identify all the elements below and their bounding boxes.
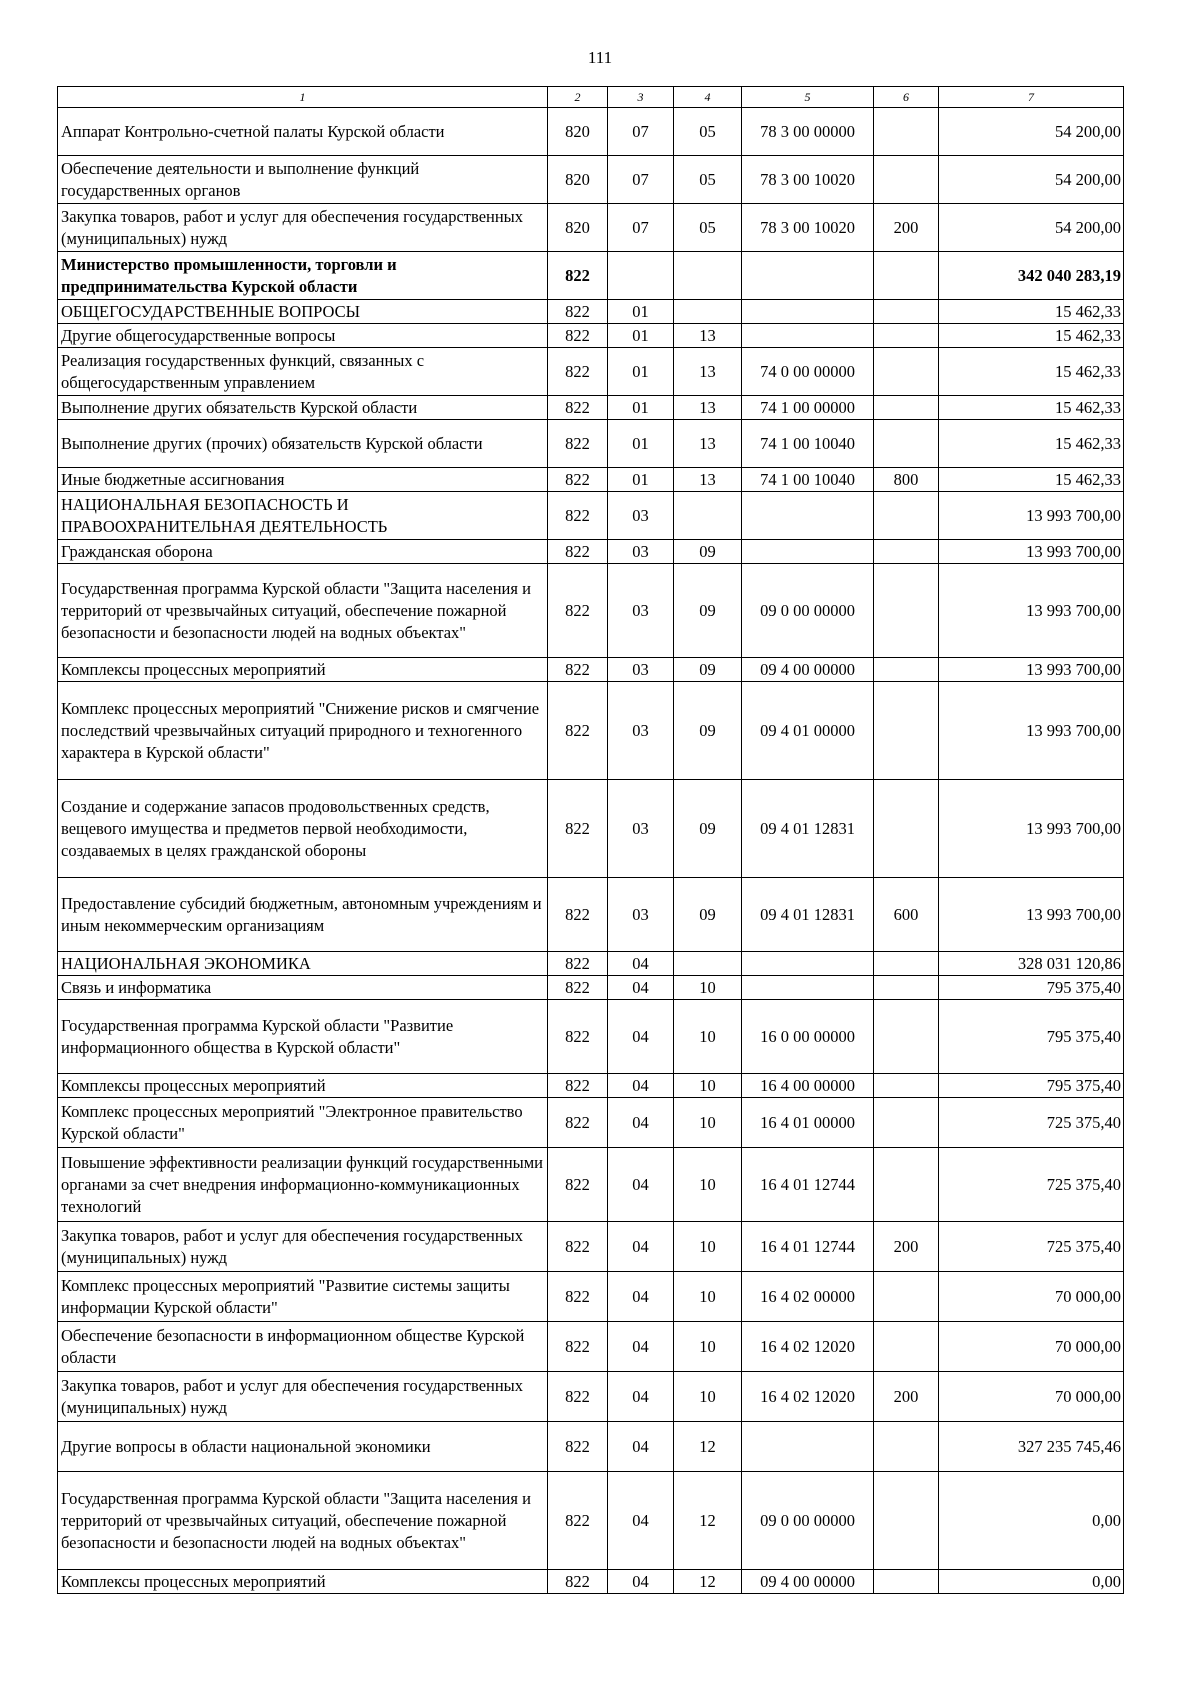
expense-type-cell <box>874 1098 939 1148</box>
expense-type-cell <box>874 564 939 658</box>
amount-cell: 795 375,40 <box>939 1074 1124 1098</box>
row-name-cell: Закупка товаров, работ и услуг для обеспечения государственных (муниципальных) нужд <box>58 1222 548 1272</box>
target-article-cell: 74 1 00 10040 <box>742 420 874 468</box>
row-name-cell: Выполнение других обязательств Курской области <box>58 396 548 420</box>
amount-cell: 328 031 120,86 <box>939 952 1124 976</box>
amount-cell: 15 462,33 <box>939 420 1124 468</box>
section-code-cell: 03 <box>608 658 674 682</box>
ved-code-cell: 820 <box>548 204 608 252</box>
section-code-cell: 03 <box>608 540 674 564</box>
ved-code-cell: 822 <box>548 1372 608 1422</box>
ved-code-cell: 822 <box>548 1000 608 1074</box>
subsection-code-cell: 05 <box>674 204 742 252</box>
target-article-cell <box>742 252 874 300</box>
header-cell: 7 <box>939 87 1124 108</box>
section-code-cell: 01 <box>608 468 674 492</box>
section-code-cell: 01 <box>608 324 674 348</box>
table-row <box>58 492 1124 540</box>
section-code-cell: 03 <box>608 878 674 952</box>
row-name-cell: Государственная программа Курской области "Развитие информационного общества в Курской области" <box>58 1000 548 1074</box>
row-name-cell: Комплексы процессных мероприятий <box>58 1570 548 1594</box>
header-cell: 3 <box>608 87 674 108</box>
target-article-cell <box>742 1422 874 1472</box>
target-article-cell: 16 4 01 00000 <box>742 1098 874 1148</box>
table-row <box>58 1148 1124 1222</box>
table-row <box>58 468 1124 492</box>
table-row <box>58 1472 1124 1570</box>
section-code-cell: 04 <box>608 952 674 976</box>
subsection-code-cell: 10 <box>674 1000 742 1074</box>
table-row <box>58 564 1124 658</box>
table-row <box>58 540 1124 564</box>
subsection-code-cell: 10 <box>674 1322 742 1372</box>
target-article-cell: 16 4 02 12020 <box>742 1322 874 1372</box>
ved-code-cell: 822 <box>548 878 608 952</box>
amount-cell: 0,00 <box>939 1570 1124 1594</box>
amount-cell: 795 375,40 <box>939 976 1124 1000</box>
expense-type-cell <box>874 1074 939 1098</box>
expense-type-cell <box>874 324 939 348</box>
table-row <box>58 1074 1124 1098</box>
table-row <box>58 1098 1124 1148</box>
ved-code-cell: 822 <box>548 1148 608 1222</box>
table-row <box>58 1000 1124 1074</box>
subsection-code-cell <box>674 300 742 324</box>
amount-cell: 725 375,40 <box>939 1148 1124 1222</box>
expense-type-cell <box>874 252 939 300</box>
ved-code-cell: 822 <box>548 492 608 540</box>
target-article-cell: 78 3 00 00000 <box>742 108 874 156</box>
subsection-code-cell: 10 <box>674 1372 742 1422</box>
row-name-cell: Закупка товаров, работ и услуг для обеспечения государственных (муниципальных) нужд <box>58 204 548 252</box>
budget-table <box>57 86 1124 1594</box>
table-row <box>58 300 1124 324</box>
table-row <box>58 252 1124 300</box>
expense-type-cell <box>874 682 939 780</box>
ved-code-cell: 822 <box>548 952 608 976</box>
target-article-cell: 16 4 00 00000 <box>742 1074 874 1098</box>
header-cell: 5 <box>742 87 874 108</box>
ved-code-cell: 822 <box>548 300 608 324</box>
subsection-code-cell: 09 <box>674 564 742 658</box>
ved-code-cell: 822 <box>548 348 608 396</box>
section-code-cell: 01 <box>608 348 674 396</box>
subsection-code-cell: 09 <box>674 682 742 780</box>
subsection-code-cell: 10 <box>674 1074 742 1098</box>
expense-type-cell: 600 <box>874 878 939 952</box>
subsection-code-cell: 13 <box>674 348 742 396</box>
row-name-cell: Выполнение других (прочих) обязательств Курской области <box>58 420 548 468</box>
amount-cell: 70 000,00 <box>939 1372 1124 1422</box>
ved-code-cell: 822 <box>548 1472 608 1570</box>
section-code-cell: 04 <box>608 1098 674 1148</box>
section-code-cell: 01 <box>608 396 674 420</box>
table-row <box>58 952 1124 976</box>
row-name-cell: Министерство промышленности, торговли и предпринимательства Курской области <box>58 252 548 300</box>
ved-code-cell: 822 <box>548 1570 608 1594</box>
target-article-cell: 78 3 00 10020 <box>742 156 874 204</box>
table-row <box>58 1570 1124 1594</box>
subsection-code-cell: 09 <box>674 658 742 682</box>
amount-cell: 13 993 700,00 <box>939 492 1124 540</box>
expense-type-cell <box>874 492 939 540</box>
row-name-cell: Предоставление субсидий бюджетным, автономным учреждениям и иным некоммерческим организациям <box>58 878 548 952</box>
amount-cell: 0,00 <box>939 1472 1124 1570</box>
section-code-cell: 04 <box>608 1272 674 1322</box>
amount-cell: 54 200,00 <box>939 156 1124 204</box>
amount-cell: 725 375,40 <box>939 1222 1124 1272</box>
table-row <box>58 324 1124 348</box>
target-article-cell: 74 1 00 10040 <box>742 468 874 492</box>
expense-type-cell <box>874 348 939 396</box>
row-name-cell: Государственная программа Курской области "Защита населения и территорий от чрезвычайных ситуаций, обеспечение пожарной безопасности и безопасности людей на водных объектах" <box>58 564 548 658</box>
ved-code-cell: 822 <box>548 324 608 348</box>
amount-cell: 15 462,33 <box>939 468 1124 492</box>
subsection-code-cell: 05 <box>674 108 742 156</box>
section-code-cell: 07 <box>608 156 674 204</box>
row-name-cell: Комплекс процессных мероприятий "Снижение рисков и смягчение последствий чрезвычайных ситуаций природного и техногенного характера в Курской области" <box>58 682 548 780</box>
row-name-cell: Аппарат Контрольно-счетной палаты Курской области <box>58 108 548 156</box>
section-code-cell: 04 <box>608 1422 674 1472</box>
section-code-cell: 04 <box>608 976 674 1000</box>
subsection-code-cell: 13 <box>674 420 742 468</box>
expense-type-cell <box>874 396 939 420</box>
ved-code-cell: 820 <box>548 108 608 156</box>
table-row <box>58 878 1124 952</box>
table-row <box>58 204 1124 252</box>
target-article-cell: 09 4 01 00000 <box>742 682 874 780</box>
table-row <box>58 976 1124 1000</box>
target-article-cell <box>742 324 874 348</box>
ved-code-cell: 822 <box>548 682 608 780</box>
target-article-cell: 16 4 02 12020 <box>742 1372 874 1422</box>
row-name-cell: Реализация государственных функций, связанных с общегосударственным управлением <box>58 348 548 396</box>
subsection-code-cell: 09 <box>674 540 742 564</box>
section-code-cell: 04 <box>608 1222 674 1272</box>
amount-cell: 342 040 283,19 <box>939 252 1124 300</box>
target-article-cell <box>742 492 874 540</box>
row-name-cell: Создание и содержание запасов продовольственных средств, вещевого имущества и предметов первой необходимости, создаваемых в целях гражданской обороны <box>58 780 548 878</box>
table-row <box>58 1422 1124 1472</box>
expense-type-cell <box>874 420 939 468</box>
subsection-code-cell: 09 <box>674 878 742 952</box>
expense-type-cell <box>874 976 939 1000</box>
target-article-cell: 09 0 00 00000 <box>742 1472 874 1570</box>
expense-type-cell <box>874 300 939 324</box>
section-code-cell: 04 <box>608 1148 674 1222</box>
table-row <box>58 1322 1124 1372</box>
table-row <box>58 396 1124 420</box>
amount-cell: 15 462,33 <box>939 396 1124 420</box>
section-code-cell: 03 <box>608 492 674 540</box>
row-name-cell: Комплексы процессных мероприятий <box>58 658 548 682</box>
row-name-cell: Комплексы процессных мероприятий <box>58 1074 548 1098</box>
table-row <box>58 156 1124 204</box>
section-code-cell: 04 <box>608 1000 674 1074</box>
target-article-cell: 16 0 00 00000 <box>742 1000 874 1074</box>
row-name-cell: Обеспечение деятельности и выполнение функций государственных органов <box>58 156 548 204</box>
section-code-cell: 03 <box>608 780 674 878</box>
expense-type-cell <box>874 658 939 682</box>
subsection-code-cell: 13 <box>674 396 742 420</box>
header-cell: 6 <box>874 87 939 108</box>
target-article-cell <box>742 300 874 324</box>
row-name-cell: Гражданская оборона <box>58 540 548 564</box>
row-name-cell: Другие общегосударственные вопросы <box>58 324 548 348</box>
ved-code-cell: 822 <box>548 468 608 492</box>
target-article-cell: 09 0 00 00000 <box>742 564 874 658</box>
expense-type-cell <box>874 108 939 156</box>
target-article-cell: 16 4 02 00000 <box>742 1272 874 1322</box>
section-code-cell: 01 <box>608 300 674 324</box>
subsection-code-cell: 12 <box>674 1472 742 1570</box>
amount-cell: 15 462,33 <box>939 348 1124 396</box>
target-article-cell <box>742 952 874 976</box>
row-name-cell: Обеспечение безопасности в информационном обществе Курской области <box>58 1322 548 1372</box>
header-cell: 2 <box>548 87 608 108</box>
expense-type-cell: 200 <box>874 1372 939 1422</box>
target-article-cell: 74 1 00 00000 <box>742 396 874 420</box>
ved-code-cell: 822 <box>548 540 608 564</box>
target-article-cell: 09 4 00 00000 <box>742 658 874 682</box>
subsection-code-cell <box>674 492 742 540</box>
target-article-cell <box>742 540 874 564</box>
expense-type-cell <box>874 1322 939 1372</box>
subsection-code-cell: 10 <box>674 1272 742 1322</box>
subsection-code-cell: 09 <box>674 780 742 878</box>
section-code-cell <box>608 252 674 300</box>
subsection-code-cell: 12 <box>674 1570 742 1594</box>
ved-code-cell: 822 <box>548 564 608 658</box>
page-number: 111 <box>587 48 613 67</box>
row-name-cell: НАЦИОНАЛЬНАЯ ЭКОНОМИКА <box>58 952 548 976</box>
target-article-cell: 78 3 00 10020 <box>742 204 874 252</box>
table-row <box>58 348 1124 396</box>
section-code-cell: 04 <box>608 1570 674 1594</box>
expense-type-cell <box>874 1422 939 1472</box>
ved-code-cell: 822 <box>548 1272 608 1322</box>
table-row <box>58 682 1124 780</box>
row-name-cell: ОБЩЕГОСУДАРСТВЕННЫЕ ВОПРОСЫ <box>58 300 548 324</box>
table-row <box>58 1372 1124 1422</box>
row-name-cell: Иные бюджетные ассигнования <box>58 468 548 492</box>
subsection-code-cell: 13 <box>674 468 742 492</box>
target-article-cell: 16 4 01 12744 <box>742 1222 874 1272</box>
expense-type-cell: 200 <box>874 1222 939 1272</box>
expense-type-cell <box>874 156 939 204</box>
subsection-code-cell <box>674 252 742 300</box>
ved-code-cell: 820 <box>548 156 608 204</box>
ved-code-cell: 822 <box>548 420 608 468</box>
expense-type-cell <box>874 1472 939 1570</box>
subsection-code-cell <box>674 952 742 976</box>
target-article-cell: 09 4 01 12831 <box>742 780 874 878</box>
amount-cell: 13 993 700,00 <box>939 682 1124 780</box>
amount-cell: 795 375,40 <box>939 1000 1124 1074</box>
target-article-cell: 16 4 01 12744 <box>742 1148 874 1222</box>
amount-cell: 54 200,00 <box>939 204 1124 252</box>
section-code-cell: 07 <box>608 108 674 156</box>
subsection-code-cell: 12 <box>674 1422 742 1472</box>
subsection-code-cell: 10 <box>674 1222 742 1272</box>
table-row <box>58 108 1124 156</box>
amount-cell: 13 993 700,00 <box>939 540 1124 564</box>
row-name-cell: Другие вопросы в области национальной экономики <box>58 1422 548 1472</box>
row-name-cell: Комплекс процессных мероприятий "Развитие системы защиты информации Курской области" <box>58 1272 548 1322</box>
table-row <box>58 420 1124 468</box>
ved-code-cell: 822 <box>548 1074 608 1098</box>
row-name-cell: Связь и информатика <box>58 976 548 1000</box>
expense-type-cell <box>874 1272 939 1322</box>
target-article-cell: 09 4 00 00000 <box>742 1570 874 1594</box>
row-name-cell: Повышение эффективности реализации функций государственными органами за счет внедрения информационно-коммуникационных технологий <box>58 1148 548 1222</box>
section-code-cell: 04 <box>608 1074 674 1098</box>
amount-cell: 13 993 700,00 <box>939 878 1124 952</box>
table-row <box>58 658 1124 682</box>
section-code-cell: 04 <box>608 1322 674 1372</box>
ved-code-cell: 822 <box>548 252 608 300</box>
target-article-cell: 74 0 00 00000 <box>742 348 874 396</box>
subsection-code-cell: 10 <box>674 976 742 1000</box>
header-row <box>58 87 1124 108</box>
ved-code-cell: 822 <box>548 1222 608 1272</box>
expense-type-cell <box>874 780 939 878</box>
expense-type-cell: 800 <box>874 468 939 492</box>
section-code-cell: 04 <box>608 1472 674 1570</box>
target-article-cell: 09 4 01 12831 <box>742 878 874 952</box>
section-code-cell: 03 <box>608 564 674 658</box>
expense-type-cell <box>874 1570 939 1594</box>
subsection-code-cell: 13 <box>674 324 742 348</box>
row-name-cell: Комплекс процессных мероприятий "Электронное правительство Курской области" <box>58 1098 548 1148</box>
amount-cell: 70 000,00 <box>939 1322 1124 1372</box>
ved-code-cell: 822 <box>548 780 608 878</box>
section-code-cell: 04 <box>608 1372 674 1422</box>
subsection-code-cell: 10 <box>674 1098 742 1148</box>
amount-cell: 13 993 700,00 <box>939 780 1124 878</box>
amount-cell: 15 462,33 <box>939 300 1124 324</box>
section-code-cell: 03 <box>608 682 674 780</box>
amount-cell: 13 993 700,00 <box>939 564 1124 658</box>
ved-code-cell: 822 <box>548 1098 608 1148</box>
expense-type-cell <box>874 540 939 564</box>
ved-code-cell: 822 <box>548 976 608 1000</box>
amount-cell: 725 375,40 <box>939 1098 1124 1148</box>
ved-code-cell: 822 <box>548 1422 608 1472</box>
amount-cell: 15 462,33 <box>939 324 1124 348</box>
expense-type-cell <box>874 952 939 976</box>
subsection-code-cell: 05 <box>674 156 742 204</box>
ved-code-cell: 822 <box>548 396 608 420</box>
table-row <box>58 1222 1124 1272</box>
amount-cell: 327 235 745,46 <box>939 1422 1124 1472</box>
section-code-cell: 01 <box>608 420 674 468</box>
ved-code-cell: 822 <box>548 1322 608 1372</box>
expense-type-cell <box>874 1000 939 1074</box>
header-cell: 4 <box>674 87 742 108</box>
expense-type-cell: 200 <box>874 204 939 252</box>
row-name-cell: Государственная программа Курской области "Защита населения и территорий от чрезвычайных ситуаций, обеспечение пожарной безопасности и безопасности людей на водных объектах" <box>58 1472 548 1570</box>
amount-cell: 54 200,00 <box>939 108 1124 156</box>
target-article-cell <box>742 976 874 1000</box>
table-row <box>58 780 1124 878</box>
header-cell: 1 <box>58 87 548 108</box>
amount-cell: 70 000,00 <box>939 1272 1124 1322</box>
expense-type-cell <box>874 1148 939 1222</box>
table-row <box>58 1272 1124 1322</box>
ved-code-cell: 822 <box>548 658 608 682</box>
section-code-cell: 07 <box>608 204 674 252</box>
amount-cell: 13 993 700,00 <box>939 658 1124 682</box>
row-name-cell: НАЦИОНАЛЬНАЯ БЕЗОПАСНОСТЬ И ПРАВООХРАНИТЕЛЬНАЯ ДЕЯТЕЛЬНОСТЬ <box>58 492 548 540</box>
row-name-cell: Закупка товаров, работ и услуг для обеспечения государственных (муниципальных) нужд <box>58 1372 548 1422</box>
subsection-code-cell: 10 <box>674 1148 742 1222</box>
